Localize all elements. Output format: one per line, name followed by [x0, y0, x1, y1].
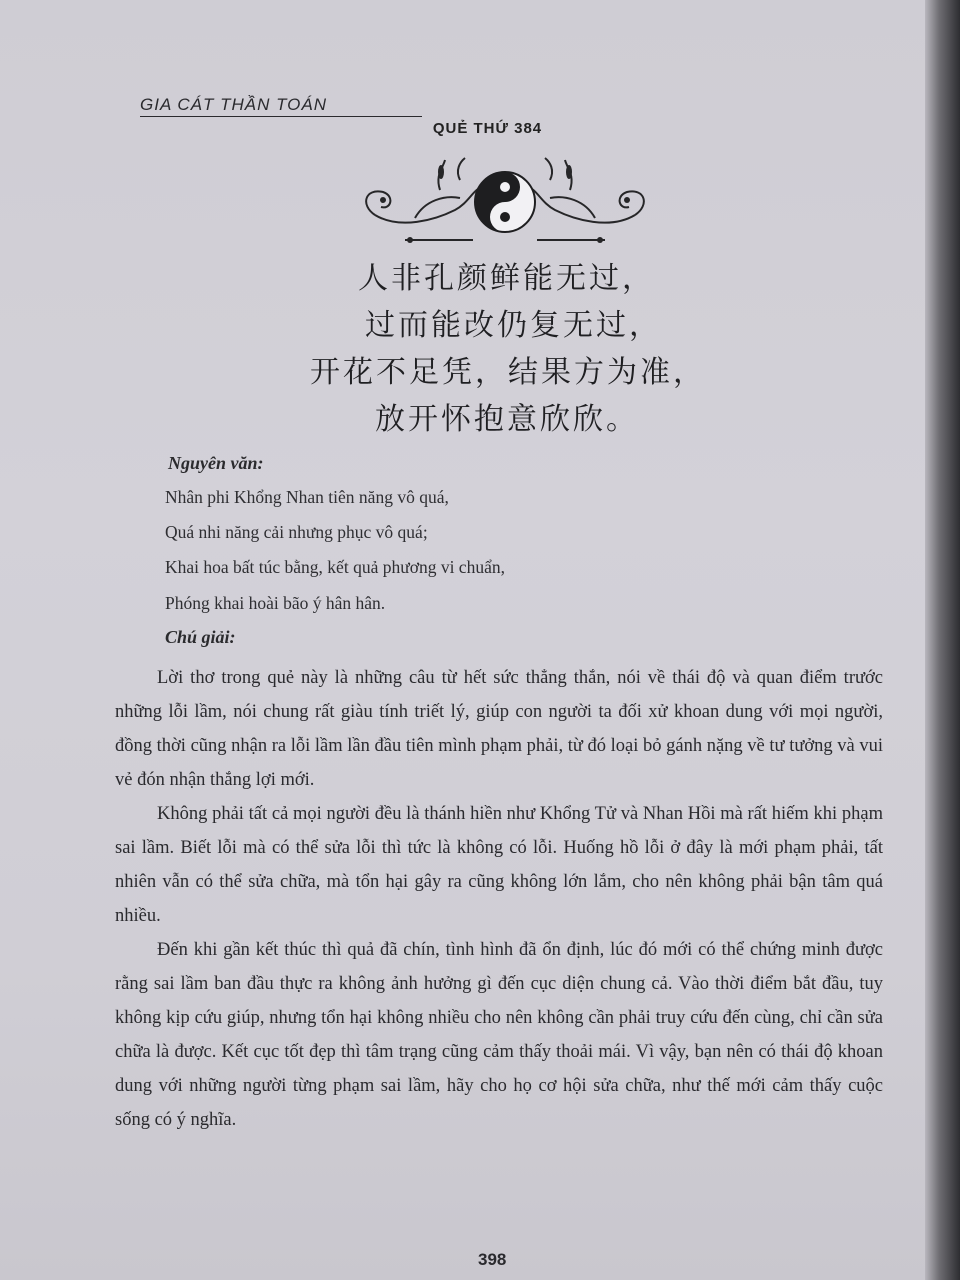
original-line: Quá nhi năng cải nhưng phục vô quá; [165, 522, 428, 542]
book-page-edge [925, 0, 960, 1280]
poem-line: 放开怀抱意欣欣。 [375, 402, 639, 437]
chinese-poem [300, 255, 720, 443]
original-line: Nhân phi Khổng Nhan tiên năng vô quá, [165, 487, 449, 507]
hexagram-title: QUẺ THỨ 384 [432, 120, 543, 137]
yin-yang-scroll-ornament-icon [355, 150, 655, 250]
running-head-rule [140, 116, 422, 117]
commentary-paragraph: Lời thơ trong quẻ này là những câu từ hết sức thẳng thắn, nói về thái độ và quan điểm trước những lỗi lầm, nói chung rất giàu tính triết lý, giúp con người ta đối xử khoan dung với mọi người, đồng thời cũng nhận ra lỗi lầm lần đầu tiên mình phạm phải, từ đó loại bỏ gánh nặng về tư tưởng và vui vẻ đón nhận thắng lợi mới. [115, 668, 883, 790]
original-line: Khai hoa bất túc bằng, kết quả phương vi chuẩn, [165, 557, 505, 577]
page-number: 398 [478, 1250, 507, 1269]
original-text-heading: Nguyên văn: [168, 453, 264, 473]
poem-line: 过而能改仍复无过， [365, 308, 662, 343]
commentary-heading: Chú giải: [165, 627, 236, 647]
commentary-paragraph: Không phải tất cả mọi người đều là thánh hiền như Khổng Tử và Nhan Hồi mà rất hiếm khi phạm sai lầm. Biết lỗi mà có thể sửa lỗi thì tức là không có lỗi. Huống hồ lỗi ở đây là mới phạm phải, tất nhiên vẫn có thể sửa chữa, mà tổn hại gây ra cũng không lớn lắm, cho nên không phải bận tâm quá nhiều. [115, 804, 883, 926]
commentary-paragraph: Đến khi gần kết thúc thì quả đã chín, tình hình đã ổn định, lúc đó mới có thể chứng minh được rằng sai lầm ban đầu thực ra không ảnh hưởng gì đến cục diện chung cả. Vào thời điểm bắt đầu, tuy không kịp cứu giúp, nhưng tổn hại không nhiều cho nên không cần phải truy cứu đến cùng, chỉ cần sửa chữa là được. Kết cục tốt đẹp thì tâm trạng cũng cảm thấy thoải mái. Vì vậy, bạn nên có thái độ khoan dung với những người từng phạm sai lầm, hãy cho họ cơ hội sửa chữa, như thế mới cảm thấy cuộc sống có ý nghĩa. [115, 940, 883, 1130]
running-head: GIA CÁT THẦN TOÁN [140, 95, 328, 114]
poem-line: 人非孔颜鲜能无过， [358, 261, 655, 296]
original-line: Phóng khai hoài bão ý hân hân. [165, 593, 386, 613]
poem-line: 开花不足凭，结果方为准， [310, 355, 706, 390]
